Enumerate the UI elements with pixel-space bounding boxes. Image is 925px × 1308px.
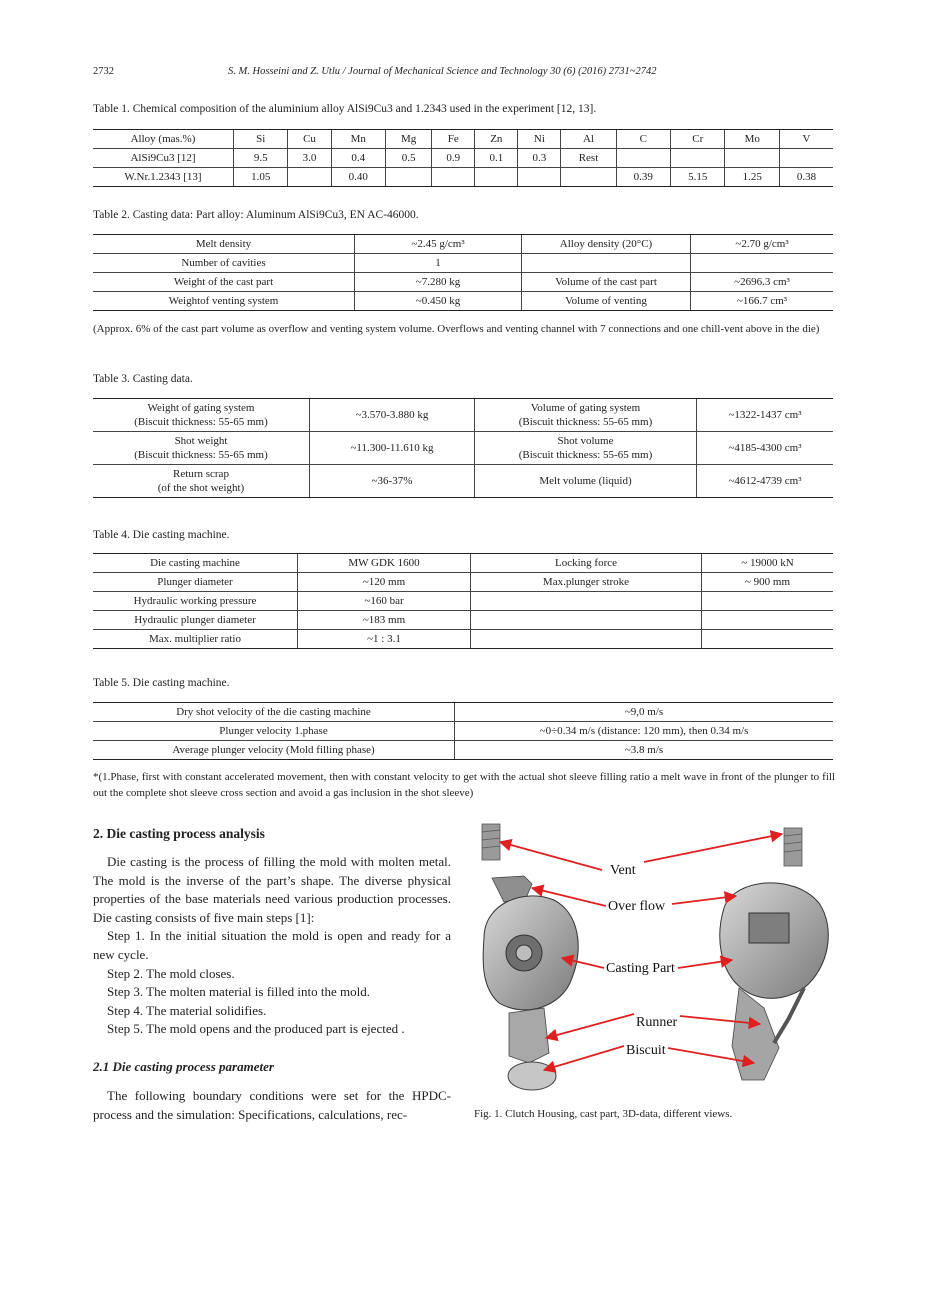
table4 [93,553,833,649]
table2-caption: Table 2. Casting data: Part alloy: Aluminum AlSi9Cu3, EN AC-46000. [93,209,419,221]
cell-line: Volume of gating system [530,402,641,414]
cell-line: (Biscuit thickness: 55-65 mm) [518,416,653,428]
figure-caption: Fig. 1. Clutch Housing, cast part, 3D-data, different views. [474,1108,733,1120]
table-row [93,741,833,760]
table-cell: ~4612-4739 cm³ [697,465,834,498]
table-cell [475,399,697,432]
table-cell: 1.05 [234,168,288,187]
cell-line: (Biscuit thickness: 55-65 mm) [134,416,268,428]
table-cell: Alloy density (20°C) [522,235,691,254]
table-cell [522,254,691,273]
table-cell: ~2.70 g/cm³ [691,235,834,254]
table-cell [432,168,475,187]
table-row [93,273,833,292]
page-number: 2732 [93,66,114,77]
table-cell: MW GDK 1600 [298,554,471,573]
table-cell: Weightof venting system [93,292,355,311]
cell-line: Shot volume [557,435,614,447]
table-row [93,592,833,611]
table-cell [561,168,616,187]
table5-note: *(1.Phase, first with constant accelerated movement, then with constant velocity to get with the actual shot sleeve filling ratio a melt wave in front of the plunger to fill out the complete shot sleeve cross section and avoid a gas inclusion in the shot sleeve) [93,771,835,799]
table-cell [779,149,833,168]
table-cell [471,592,702,611]
table-cell: Plunger velocity 1.phase [93,722,455,741]
table-cell: C [616,130,670,149]
table-cell: ~166.7 cm³ [691,292,834,311]
table-cell: Rest [561,149,616,168]
cell-line: Shot weight [174,435,228,447]
table-cell: ~0.450 kg [355,292,522,311]
table-cell: ~1 : 3.1 [298,630,471,649]
table5 [93,702,833,760]
table-cell: Mo [725,130,779,149]
table-cell: 3.0 [288,149,331,168]
right-view-part [720,828,829,1080]
table-cell [93,432,310,465]
table-row [93,168,833,187]
table-cell [386,168,432,187]
label-overflow: Over flow [608,899,666,914]
table-cell: ~183 mm [298,611,471,630]
table-row [93,554,833,573]
section-heading: 2. Die casting process analysis [93,826,265,841]
table-cell: Hydraulic plunger diameter [93,611,298,630]
cell-line: Weight of gating system [147,402,255,414]
step-item: Step 4. The material solidifies. [107,1002,267,1018]
subsection-body [93,1087,451,1124]
table-cell: Locking force [471,554,702,573]
table-row [93,254,833,273]
table1 [93,129,833,187]
table-cell [518,168,561,187]
table-cell [671,149,725,168]
table-cell: ~0÷0.34 m/s (distance: 120 mm), then 0.34 m/s [455,722,834,741]
table-cell: 0.4 [331,149,385,168]
cell-line: (of the shot weight) [157,482,245,494]
table-cell: ~9,0 m/s [455,703,834,722]
table-row [93,399,833,432]
table-cell: Volume of venting [522,292,691,311]
table-row [93,611,833,630]
table-cell: Cu [288,130,331,149]
label-vent: Vent [610,863,636,878]
table-cell: ~2696.3 cm³ [691,273,834,292]
cell-line: (Biscuit thickness: 55-65 mm) [134,449,268,461]
table-row [93,432,833,465]
table-cell [616,149,670,168]
table-row [93,130,833,149]
table-cell: 0.40 [331,168,385,187]
table-cell: ~3.8 m/s [455,741,834,760]
cell-line: (Biscuit thickness: 55-65 mm) [518,449,653,461]
table-cell: 0.1 [475,149,518,168]
table-row [93,722,833,741]
table-cell: Zn [475,130,518,149]
table-cell [93,399,310,432]
table-cell [702,592,834,611]
table-cell: Alloy (mas.%) [93,130,234,149]
table-cell [288,168,331,187]
table-cell: 0.5 [386,149,432,168]
step-item: Step 3. The molten material is filled into the mold. [107,984,370,1000]
table-cell [475,168,518,187]
table-cell: 1.25 [725,168,779,187]
step-item: Step 1. In the initial situation the mold is open and ready for a new cycle. [93,928,451,962]
left-view-part [482,824,578,1090]
table-cell: ~2.45 g/cm³ [355,235,522,254]
table-cell: 0.9 [432,149,475,168]
table3 [93,398,833,498]
table4-caption: Table 4. Die casting machine. [93,529,230,541]
table-cell: Mg [386,130,432,149]
table-cell: Max. multiplier ratio [93,630,298,649]
table-cell: Melt volume (liquid) [475,465,697,498]
table-cell: Weight of the cast part [93,273,355,292]
table-cell [475,432,697,465]
table-cell: 0.39 [616,168,670,187]
table-cell: ~36-37% [310,465,475,498]
table-cell: 0.38 [779,168,833,187]
table-cell [471,611,702,630]
table-row [93,149,833,168]
table-row [93,703,833,722]
table-cell [93,465,310,498]
table2 [93,234,833,311]
table-cell: Mn [331,130,385,149]
label-runner: Runner [636,1015,678,1030]
table-cell: ~3.570-3.880 kg [310,399,475,432]
table-cell: ~ 19000 kN [702,554,834,573]
table-cell: 0.3 [518,149,561,168]
table-cell: ~160 bar [298,592,471,611]
section-body [93,853,451,1039]
table-cell: Si [234,130,288,149]
table-cell: ~7.280 kg [355,273,522,292]
running-title: S. M. Hosseini and Z. Utlu / Journal of Mechanical Science and Technology 30 (6) (2016) 2731~2742 [228,66,657,77]
step-item: Step 2. The mold closes. [107,965,235,981]
table5-caption: Table 5. Die casting machine. [93,677,230,689]
table-row [93,292,833,311]
table-row [93,573,833,592]
paragraph: Die casting is the process of filling the mold with molten metal. The mold is the inverse of the part’s shape. The diverse physical properties of the base materials need various production processes. Die casting consists of five main steps [1]: [93,854,451,925]
table-cell [702,630,834,649]
subsection-heading: 2.1 Die casting process parameter [93,1059,274,1074]
table-cell: 1 [355,254,522,273]
table2-note: (Approx. 6% of the cast part volume as overflow and venting system volume. Overflows and venting channel with 7 connections and one chill-vent above in the die) [93,323,820,335]
step-item: Step 5. The mold opens and the produced part is ejected . [107,1021,405,1037]
table-cell: 5.15 [671,168,725,187]
paragraph: The following boundary conditions were set for the HPDC-process and the simulation: Specifications, calculations, rec- [93,1088,451,1122]
table-cell [725,149,779,168]
table-cell: Melt density [93,235,355,254]
table-cell: Volume of the cast part [522,273,691,292]
cell-line: Return scrap [173,468,229,480]
label-biscuit: Biscuit [626,1043,666,1058]
table-row [93,235,833,254]
table3-caption: Table 3. Casting data. [93,373,193,385]
table-cell: Max.plunger stroke [471,573,702,592]
table-cell: Dry shot velocity of the die casting machine [93,703,455,722]
table-cell: Al [561,130,616,149]
table-cell: Average plunger velocity (Mold filling phase) [93,741,455,760]
table-cell: ~1322-1437 cm³ [697,399,834,432]
label-casting-part: Casting Part [606,961,675,976]
table-cell: Plunger diameter [93,573,298,592]
table-cell: AlSi9Cu3 [12] [93,149,234,168]
table-cell: ~ 900 mm [702,573,834,592]
table-cell [702,611,834,630]
table-cell: Fe [432,130,475,149]
table-cell [691,254,834,273]
table-cell: Die casting machine [93,554,298,573]
table-cell: Hydraulic working pressure [93,592,298,611]
table-row [93,630,833,649]
table-cell: ~4185-4300 cm³ [697,432,834,465]
table1-caption: Table 1. Chemical composition of the aluminium alloy AlSi9Cu3 and 1.2343 used in the experiment [12, 13]. [93,103,597,115]
table-cell: ~11.300-11.610 kg [310,432,475,465]
table-cell: Cr [671,130,725,149]
table-cell: Ni [518,130,561,149]
clutch-housing-figure [474,818,838,1100]
table-cell: V [779,130,833,149]
table-cell [471,630,702,649]
table-cell: Number of cavities [93,254,355,273]
table-cell: 9.5 [234,149,288,168]
table-cell: W.Nr.1.2343 [13] [93,168,234,187]
table-row [93,465,833,498]
table-cell: ~120 mm [298,573,471,592]
